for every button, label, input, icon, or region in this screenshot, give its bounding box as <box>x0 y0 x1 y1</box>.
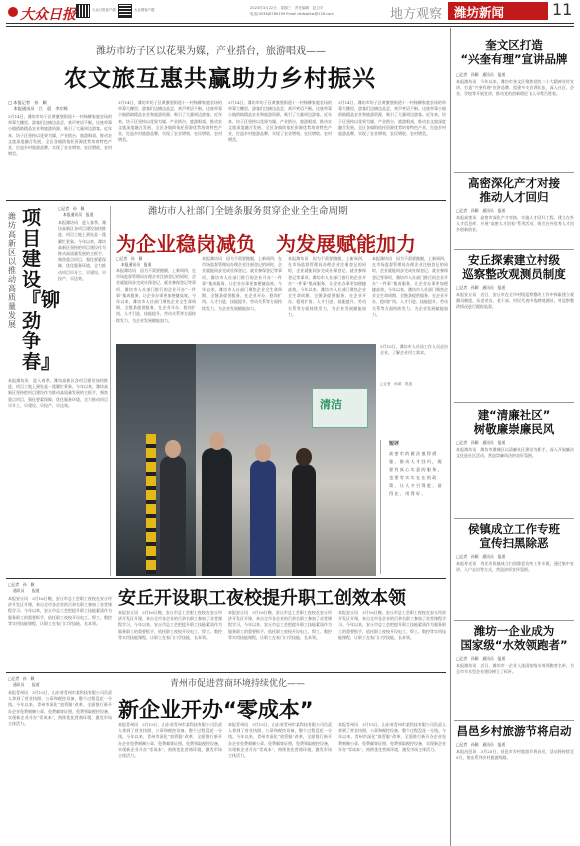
top-story-body-col2: 3月14日，潍坊市坊子区黄旗堡街道十一村杨柳家庭农场的草莓大棚里，游客们边摘边品尝，欢声笑语不断。这座草莓小镇借助精品农业和旅游资源，吸引了大量周边游客。近年来，坊子区坚持以花果为媒，产业搭台，旅游唱戏，推动农文旅深度融合发展，全区各镇街依托资源优势培育特色产业，打造乡村旅游品牌，实现了农业增效、农民增收、农村增美。 <box>118 100 222 143</box>
story3-headline: 安丘开设职工夜校提升职工创效本领 <box>118 588 406 609</box>
date-line: 2023年3月22日 星期三 责任编辑 赵卫平 <box>250 6 324 10</box>
commentary-body: 高密市的做法值得借鉴。推动人才回归，既要有真心实意的服务，也要有实实在在的政策，让人才引得进、留得住、用得好。 <box>389 451 443 496</box>
story3-body-col1: 本报安丘讯 3月16日晚，安丘市总工会职工夜校在安丘经济开发区开课，来自全市各企业的百余名职工参加了首堂课程学习。今年以来，安丘市总工会把提升职工技能素质作为服务职工的重要抓手，依托职工夜校开设电工、焊工、数控等实用技能课程，让职工在家门口学技能、长本领。 <box>8 596 112 626</box>
story2-byline: □记者 孙 颖 本报通讯员 报道 <box>116 256 152 267</box>
sidebar-separator <box>454 720 574 721</box>
sidebar-item-byline: □记者 孙颖 通讯员 报道 <box>456 656 506 661</box>
story2-headline: 为企业稳岗减负 为发展赋能加力 <box>116 232 416 256</box>
head <box>255 444 271 462</box>
story4-body-col3: 本报青州讯 3月15日，山东省青州市某科技有限公司负责人拿到了营业执照、公章和税控设备，整个过程没花一分钱。今年以来，青州市深化“放管服”改革，全面推行新开办企业免费刻制公章、免费邮寄证照、免费领取税控设备，实现新企业开办“零成本”，持续优化营商环境，激发市场主体活力。 <box>228 722 332 759</box>
section-rule <box>6 578 446 579</box>
person-figure <box>202 448 232 576</box>
masthead-rule <box>6 23 574 24</box>
photo-caption: 3月15日，潍坊市人社局工作人员走访企业，了解企业用工需求。 <box>380 344 448 356</box>
story2-body-col4: 本报潍坊讯 因为不需要跑腿，上新周四，在市场监督管理局办理企业注册登记的同时，企业就能同步完成社保登记、就业参保登记等事项，潍坊市人社部门推行的企业开办“一件事”集成服务，让企业办事更加便捷高效。今年以来，潍坊市人社部门聚焦企业全生命周期，全链条提供服务，在企业开办、稳岗扩岗、人才引进、技能提升、劳动关系等方面持续发力，为企业发展赋能加力。 <box>372 256 448 317</box>
story3-body-col3: 本报安丘讯 3月16日晚，安丘市总工会职工夜校在安丘经济开发区开课，来自全市各企业的百余名职工参加了首堂课程学习。今年以来，安丘市总工会把提升职工技能素质作为服务职工的重要抓手，依托职工夜校开设电工、焊工、数控等实用技能课程，让职工在家门口学技能、长本领。 <box>228 610 332 640</box>
person-figure <box>292 464 316 576</box>
contact-line: 电话(0536)8789199 Email dzrbwfxw@126.com <box>250 12 334 16</box>
sidebar-item-byline: □记者 孙颖 通讯员 报道 <box>456 440 506 445</box>
sidebar-item-body: 本报潍坊讯 潍坊市潍城区以清廉社区建设为抓手，深入开展廉洁文化进社区活动，营造崇廉尚洁的良好氛围。 <box>456 447 574 459</box>
sidebar-item-headline: 奎文区打造 “兴奎有理”宣讲品牌 <box>460 38 568 66</box>
newspaper-logo <box>8 3 76 23</box>
sidebar-item-body: 本报潍坊讯 今年以来，潍坊市奎文区聚焦党的二十大精神宣传宣讲，打造“兴奎有理”宣讲品牌，组建多支宣讲队伍，深入社区、企业、学校等开展宣讲，推动党的创新理论飞入寻常百姓家。 <box>456 79 574 97</box>
sign-text: 清洁 <box>320 398 342 411</box>
app1-label: 大众日报客户端 <box>92 8 116 12</box>
person-figure <box>250 460 276 576</box>
sidebar-item-byline: □记者 孙颖 通讯员 报道 <box>456 554 506 559</box>
sidebar-item-byline: □记者 孙颖 通讯员 报道 <box>456 72 506 77</box>
qr-code-icon <box>76 4 90 18</box>
sidebar-item-byline: □记者 孙颖 通讯员 报道 <box>456 742 506 747</box>
sidebar-item-body: 本报高密讯 高密市深化产才对接，实施人才回归工程，建立在外人才信息库，开展“高密人才回家”系列活动，吸引在外优秀人才回乡创新创业。 <box>456 215 574 233</box>
sidebar-item-headline: 安丘探索建立村级 巡察整改观测员制度 <box>462 253 566 281</box>
sidebar-item-byline: □记者 孙颖 通讯员 报道 <box>456 208 506 213</box>
story2-body-col3: 本报潍坊讯 因为不需要跑腿，上新周四，在市场监督管理局办理企业注册登记的同时，企业就能同步完成社保登记、就业参保登记等事项，潍坊市人社部门推行的企业开办“一件事”集成服务，让企业办事更加便捷高效。今年以来，潍坊市人社部门聚焦企业全生命周期，全链条提供服务，在企业开办、稳岗扩岗、人才引进、技能提升、劳动关系等方面持续发力，为企业发展赋能加力。 <box>288 256 366 317</box>
qr-code-icon <box>118 4 132 18</box>
story3-body-col4: 本报安丘讯 3月16日晚，安丘市总工会职工夜校在安丘经济开发区开课，来自全市各企业的百余名职工参加了首堂课程学习。今年以来，安丘市总工会把提升职工技能素质作为服务职工的重要抓手，依托职工夜校开设电工、焊工、数控等实用技能课程，让职工在家门口学技能、长本领。 <box>338 610 446 640</box>
sidebar-item-body: 本报潍坊讯 近日，潍坊市一企业入选国家级水效领跑者名单，为全市节水型企业建设树立了标杆。 <box>456 663 574 675</box>
top-story-byline: □ 本报记者 孙 颖 本报通讯员 吕 晨 李宗辉 <box>8 100 68 111</box>
top-story-kicker: 潍坊市坊子区以花果为媒，产业搭台，旅游唱戏—— <box>96 46 326 57</box>
section-label: 地方观察 <box>390 7 443 22</box>
section-name-block <box>448 2 548 20</box>
story4-byline: □记者 孙 颖 通讯员 报道 <box>8 676 40 687</box>
story4-kicker: 青州市促进营商环境持续优化—— <box>170 679 306 689</box>
top-story-headline: 农文旅互惠共赢助力乡村振兴 <box>64 66 376 92</box>
story4-body-col4: 本报青州讯 3月15日，山东省青州市某科技有限公司负责人拿到了营业执照、公章和税控设备，整个过程没花一分钱。今年以来，青州市深化“放管服”改革，全面推行新开办企业免费刻制公章、免费邮寄证照、免费领取税控设备，实现新企业开办“零成本”，持续优化营商环境，激发市场主体活力。 <box>338 722 446 752</box>
story2-photo <box>116 344 376 576</box>
vertical-story-body-a: 本报潍坊讯 进入春季，潍坊高新区各项目建设加快推进，项目工地上到处是一派繁忙景象。今年以来，潍坊高新区坚持把项目建设作为推动高质量发展的主抓手，聚焦重点项目，强化要素保障，优化服务环境，全力推动项目早开工、早建设、早投产、早达效。 <box>58 220 106 281</box>
sidebar-separator <box>454 518 574 519</box>
head <box>296 448 312 466</box>
sidebar-separator <box>454 249 574 250</box>
sidebar-item-headline: 建“清廉社区” 树敬廉崇廉民风 <box>473 408 555 436</box>
story4-body-col1: 本报青州讯 3月15日，山东省青州市某科技有限公司负责人拿到了营业执照、公章和税控设备，整个过程没花一分钱。今年以来，青州市深化“放管服”改革，全面推行新开办企业免费刻制公章、免费邮寄证照、免费领取税控设备，实现新企业开办“零成本”，持续优化营商环境，激发市场主体活力。 <box>8 690 112 727</box>
sidebar-separator <box>454 402 574 403</box>
commentary-title: 短评 <box>389 441 400 447</box>
story3-body-col2: 本报安丘讯 3月16日晚，安丘市总工会职工夜校在安丘经济开发区开课，来自全市各企业的百余名职工参加了首堂课程学习。今年以来，安丘市总工会把提升职工技能素质作为服务职工的重要抓手，依托职工夜校开设电工、焊工、数控等实用技能课程，让职工在家门口学技能、长本领。 <box>118 610 222 640</box>
logo-text: 大众日报 <box>20 7 76 23</box>
sidebar-item-body: 本报昌邑讯 3月25日，昌邑市乡村旅游节将启动，活动将持续至5月，推出系列乡村旅游线路。 <box>456 749 574 761</box>
column-divider <box>110 206 111 576</box>
photo-credit: □记者 孙颖 报道 <box>380 382 413 386</box>
sidebar-item-body: 本报寿光讯 寿光市侯镇成立扫黑除恶宣传工作专班，通过集中宣讲、入户走访等方式，营造浓厚宣传氛围。 <box>456 561 574 573</box>
yellow-rail <box>146 434 156 574</box>
person-figure <box>160 456 186 576</box>
sidebar-item-headline: 高密深化产才对接 推动人才回归 <box>468 176 560 204</box>
vertical-story-byline: □记者 孙 颖 本报通讯员 报道 <box>58 206 94 217</box>
section-rule <box>6 200 446 201</box>
sidebar-separator <box>454 620 574 621</box>
head <box>165 440 181 458</box>
story2-body-col1: 本报潍坊讯 因为不需要跑腿，上新周四，在市场监督管理局办理企业注册登记的同时，企业就能同步完成社保登记、就业参保登记等事项，潍坊市人社部门推行的企业开办“一件事”集成服务，让企业办事更加便捷高效。今年以来，潍坊市人社部门聚焦企业全生命周期，全链条提供服务，在企业开办、稳岗扩岗、人才引进、技能提升、劳动关系等方面持续发力，为企业发展赋能加力。 <box>116 268 196 323</box>
app2-label: 大众网客户端 <box>134 8 155 12</box>
sidebar-divider <box>450 28 451 846</box>
masthead-rule-thin <box>6 26 574 27</box>
sidebar-separator <box>454 172 574 173</box>
section-rule <box>6 672 446 673</box>
section-name: 潍坊新闻 <box>454 5 505 20</box>
top-story-body-col3: 3月14日，潍坊市坊子区黄旗堡街道十一村杨柳家庭农场的草莓大棚里，游客们边摘边品尝，欢声笑语不断。这座草莓小镇借助精品农业和旅游资源，吸引了大量周边游客。近年来，坊子区坚持以花果为媒，产业搭台，旅游唱戏，推动农文旅深度融合发展，全区各镇街依托资源优势培育特色产业，打造乡村旅游品牌，实现了农业增效、农民增收、农村增美。 <box>228 100 332 143</box>
sidebar-item-headline: 昌邑乡村旅游节将启动 <box>456 724 572 738</box>
story2-kicker: 潍坊市人社部门全链条服务贯穿企业全生命周期 <box>148 206 348 217</box>
top-story-body-col4: 3月14日，潍坊市坊子区黄旗堡街道十一村杨柳家庭农场的草莓大棚里，游客们边摘边品尝，欢声笑语不断。这座草莓小镇借助精品农业和旅游资源，吸引了大量周边游客。近年来，坊子区坚持以花果为媒，产业搭台，旅游唱戏，推动农文旅深度融合发展，全区各镇街依托资源优势培育特色产业，打造乡村旅游品牌，实现了农业增效、农民增收、农村增美。 <box>338 100 446 137</box>
page-number: 11 <box>552 0 573 19</box>
logo-emblem-icon <box>8 7 18 17</box>
head <box>209 432 225 450</box>
commentary-box <box>380 440 448 574</box>
sidebar-item-headline: 侯镇成立工作专班 宣传扫黑除恶 <box>468 522 560 550</box>
story3-byline: □记者 孙 颖 通讯员 报道 <box>8 582 40 593</box>
sidebar-item-headline: 潍坊一企业成为 国家级“水效领跑者” <box>460 624 568 652</box>
sidebar-item-byline: □记者 孙颖 通讯员 报道 <box>456 285 506 290</box>
story4-headline: 新企业开办“零成本” <box>118 698 314 722</box>
top-story-body-col1: 3月14日，潍坊市坊子区黄旗堡街道十一村杨柳家庭农场的草莓大棚里，游客们边摘边品尝，欢声笑语不断。这座草莓小镇借助精品农业和旅游资源，吸引了大量周边游客。近年来，坊子区坚持以花果为媒，产业搭台，旅游唱戏，推动农文旅深度融合发展，全区各镇街依托资源优势培育特色产业，打造乡村旅游品牌，实现了农业增效、农民增收、农村增美。 <box>8 114 112 157</box>
story4-body-col2: 本报青州讯 3月15日，山东省青州市某科技有限公司负责人拿到了营业执照、公章和税控设备，整个过程没花一分钱。今年以来，青州市深化“放管服”改革，全面推行新开办企业免费刻制公章、免费邮寄证照、免费领取税控设备，实现新企业开办“零成本”，持续优化营商环境，激发市场主体活力。 <box>118 722 222 759</box>
sidebar-item-body: 本报安丘讯 近日，安丘市在全市村级巡察整改工作中探索建立观测员制度，从老党员、老干部、村民代表中选聘观测员，对巡察整改情况进行跟踪监督。 <box>456 292 574 310</box>
vertical-story-body-b: 本报潍坊讯 进入春季，潍坊高新区各项目建设加快推进，项目工地上到处是一派繁忙景象。今年以来，潍坊高新区坚持把项目建设作为推动高质量发展的主抓手，聚焦重点项目，强化要素保障，优化服务环境，全力推动项目早开工、早建设、早投产、早达效。 <box>8 378 108 408</box>
vertical-story-kicker: 潍坊高新区以推动高质量发展 <box>8 212 16 329</box>
vertical-story-headline: 项目建设『铆劲争春』 <box>22 207 61 373</box>
story2-body-col2: 本报潍坊讯 因为不需要跑腿，上新周四，在市场监督管理局办理企业注册登记的同时，企业就能同步完成社保登记、就业参保登记等事项，潍坊市人社部门推行的企业开办“一件事”集成服务，让企业办事更加便捷高效。今年以来，潍坊市人社部门聚焦企业全生命周期，全链条提供服务，在企业开办、稳岗扩岗、人才引进、技能提升、劳动关系等方面持续发力，为企业发展赋能加力。 <box>202 256 282 311</box>
